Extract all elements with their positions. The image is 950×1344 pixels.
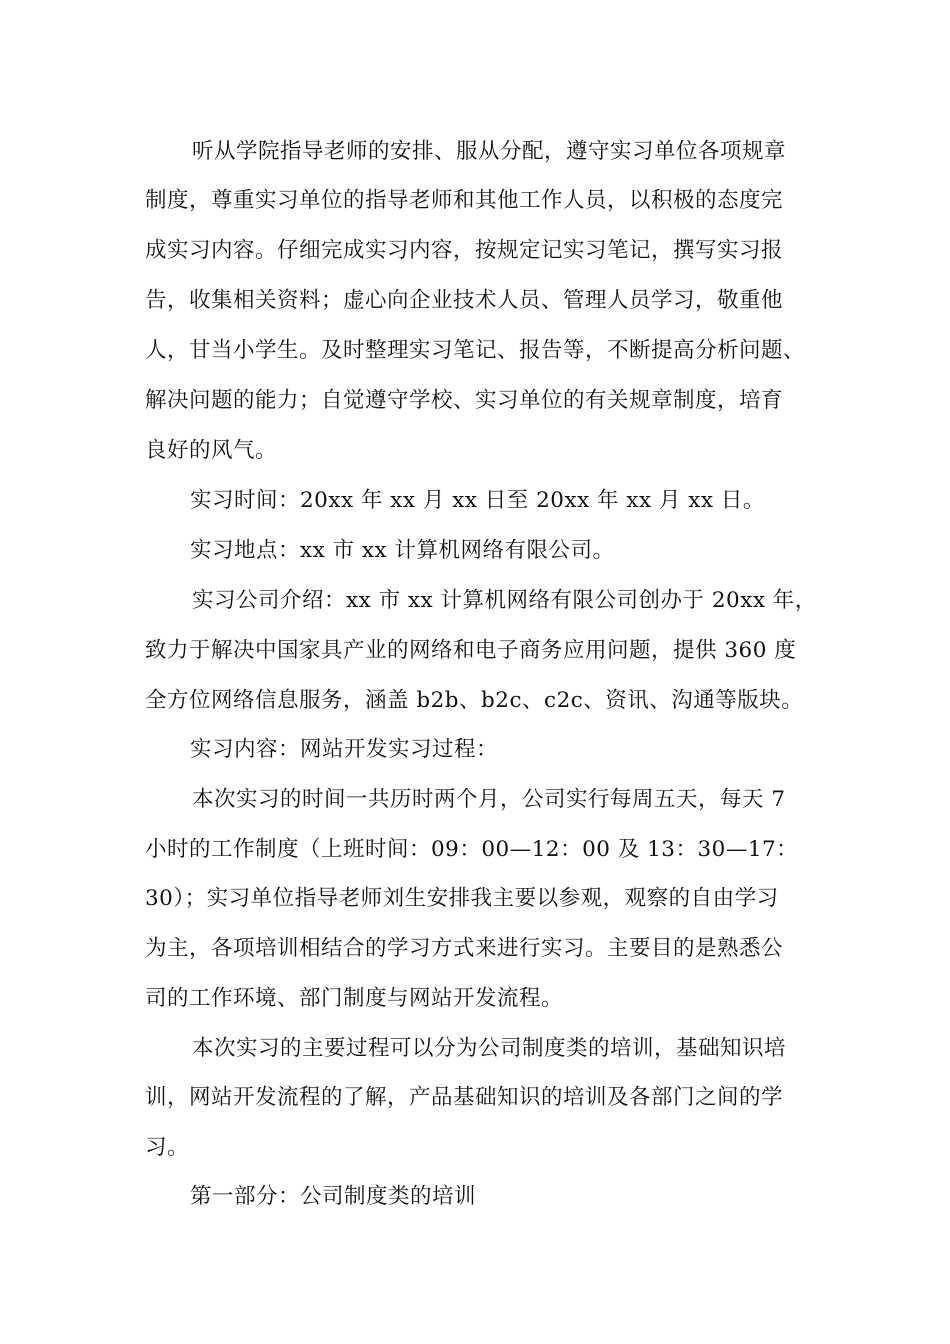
text-line: 为主，各项培训相结合的学习方式来进行实习。主要目的是熟悉公 — [145, 936, 784, 961]
text-line: 实习时间：20xx 年 xx 月 xx 日至 20xx 年 xx 月 xx 日。 — [190, 488, 765, 513]
text-line: 司的工作环境、部门制度与网站开发流程。 — [145, 986, 564, 1011]
text-line: 听从学院指导老师的安排、服从分配，遵守实习单位各项规章 — [192, 139, 787, 164]
text-line: 人，甘当小学生。及时整理实习笔记、报告等，不断提高分析问题、 — [145, 338, 806, 363]
text-line: 30）；实习单位指导老师刘生安排我主要以参观，观察的自由学习 — [145, 886, 779, 911]
section-heading: 第一部分：公司制度类的培训 — [190, 1184, 477, 1209]
text-line: 制度，尊重实习单位的指导老师和其他工作人员，以积极的态度完 — [145, 188, 784, 213]
text-line: 全方位网络信息服务，涵盖 b2b、b2c、c2c、资讯、沟通等版块。 — [145, 688, 804, 713]
text-line: 本次实习的主要过程可以分为公司制度类的培训，基础知识培 — [192, 1036, 787, 1061]
text-line: 习。 — [145, 1135, 190, 1160]
text-line: 成实习内容。仔细完成实习内容，按规定记实习笔记，撰写实习报 — [145, 238, 784, 263]
text-line: 训，网站开发流程的了解，产品基础知识的培训及各部门之间的学 — [145, 1085, 784, 1110]
text-line: 小时的工作制度（上班时间：09：00—12：00 及 13：30—17： — [145, 837, 799, 862]
text-line: 告，收集相关资料；虚心向企业技术人员、管理人员学习，敬重他 — [145, 288, 784, 313]
text-line: 实习公司介绍：xx 市 xx 计算机网络有限公司创办于 20xx 年， — [192, 588, 817, 613]
text-line: 致力于解决中国家具产业的网络和电子商务应用问题，提供 360 度 — [145, 638, 797, 663]
text-line: 本次实习的时间一共历时两个月，公司实行每周五天，每天 7 — [192, 787, 786, 812]
text-line: 实习内容：网站开发实习过程： — [190, 737, 499, 762]
text-line: 解决问题的能力；自觉遵守学校、实习单位的有关规章制度，培育 — [145, 388, 784, 413]
text-line: 良好的风气。 — [145, 438, 278, 463]
text-line: 实习地点：xx 市 xx 计算机网络有限公司。 — [190, 538, 615, 563]
